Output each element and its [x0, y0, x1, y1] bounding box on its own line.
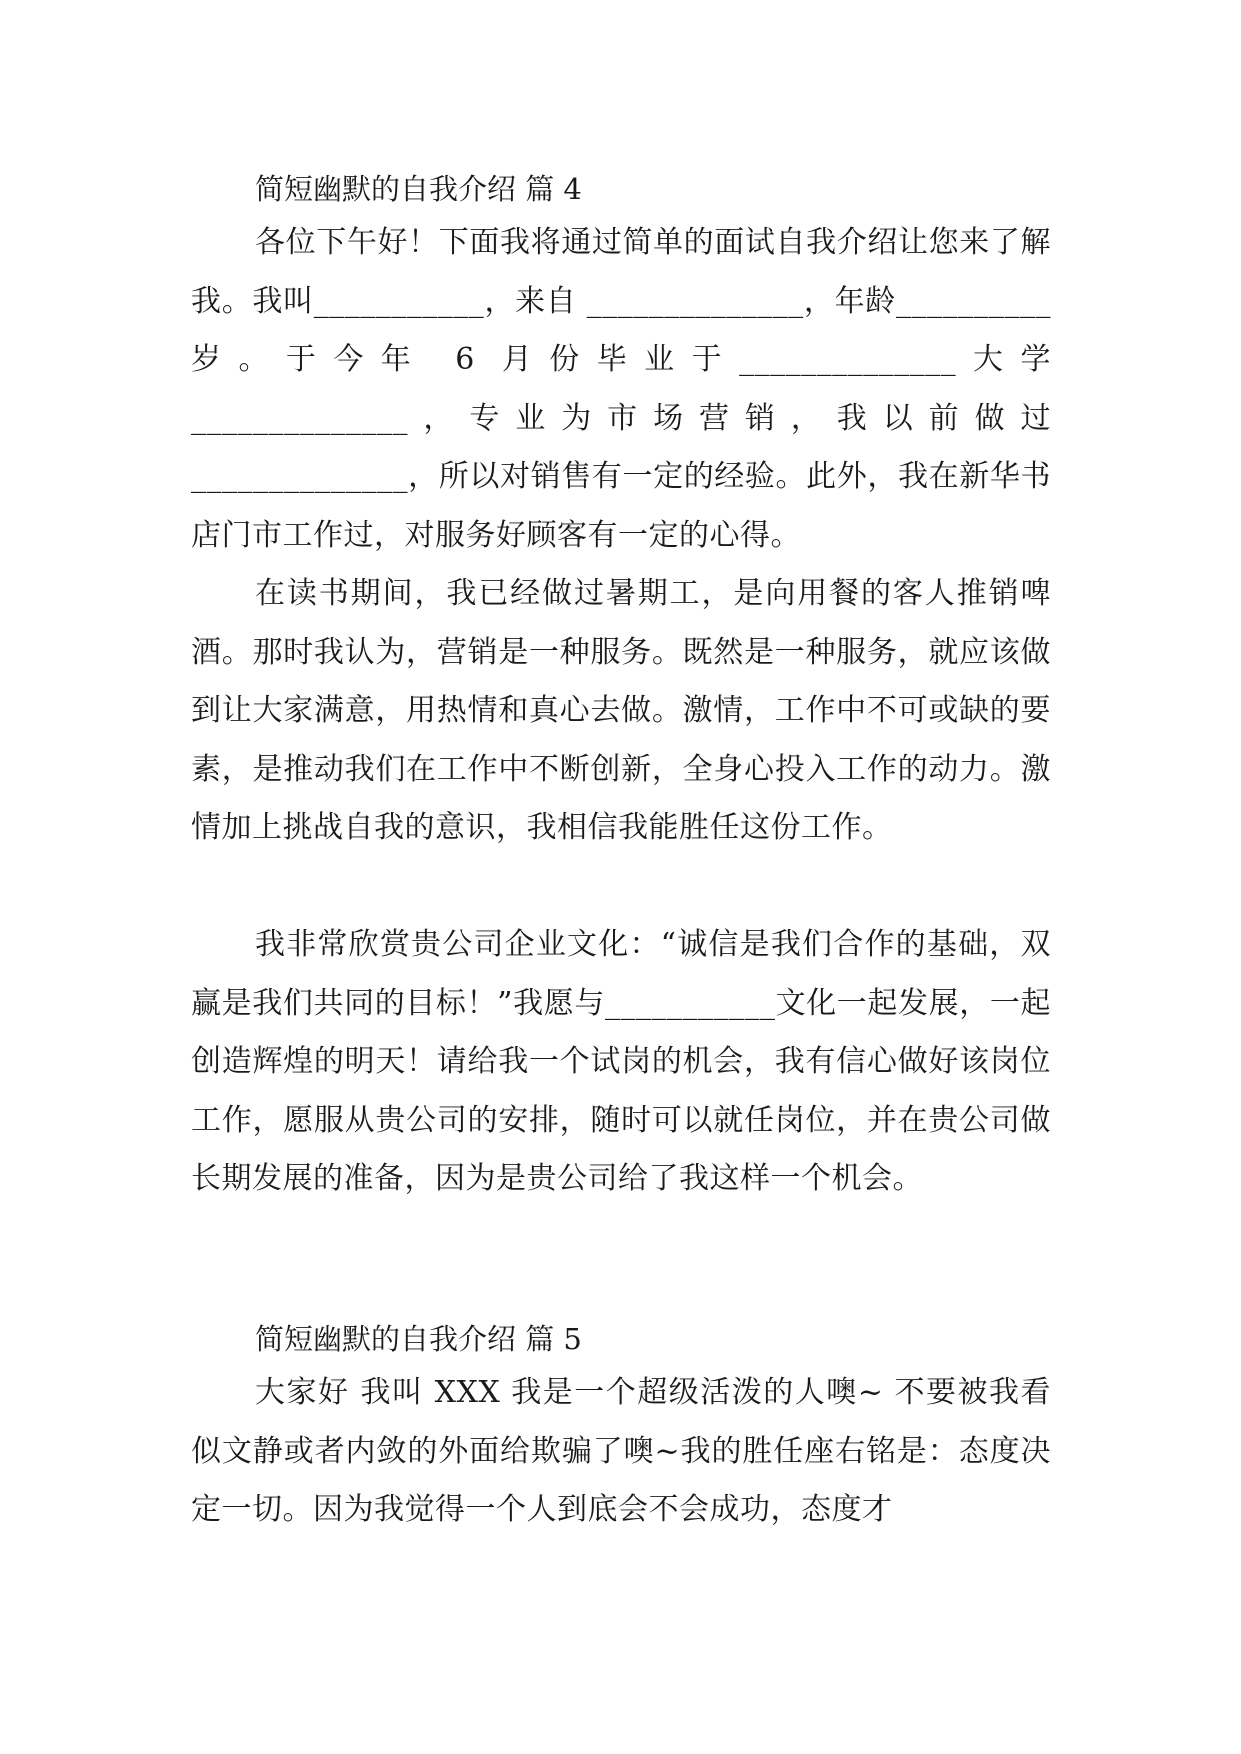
- paragraph: 大家好 我叫 XXX 我是一个超级活泼的人噢~ 不要被我看似文静或者内敛的外面给欺骗了噢~我的胜任座右铭是：态度决定一切。因为我觉得一个人到底会不会成功，态度才: [191, 1375, 1051, 1527]
- paragraph: 我非常欣赏贵公司企业文化：“诚信是我们合作的基础，双赢是我们共同的目标！”我愿与___________文化一起发展，一起创造辉煌的明天！请给我一个试岗的机会，我有信心做好该岗位工作，愿服从贵公司的安排，随时可以就任岗位，并在贵公司做长期发展的准备，因为是贵公司给了我这样一个机会。: [191, 927, 1051, 1196]
- paragraph: 各位下午好！下面我将通过简单的面试自我介绍让您来了解我。我叫___________，来自 ______________，年龄__________岁。于今年 6 月份毕业于______________大学______________，专业为市场营销，我以前做过______________，所以对销售有一定的经验。此外，我在新华书店门市工作过，对服务好顾客有一定的心得。: [191, 225, 1051, 553]
- section-heading: 简短幽默的自我介绍 篇 5: [255, 1322, 582, 1356]
- paragraph: 在读书期间，我已经做过暑期工，是向用餐的客人推销啤酒。那时我认为，营销是一种服务。既然是一种服务，就应该做到让大家满意，用热情和真心去做。激情，工作中不可或缺的要素，是推动我们在工作中不断创新，全身心投入工作的动力。激情加上挑战自我的意识，我相信我能胜任这份工作。: [191, 576, 1051, 845]
- section-heading: 简短幽默的自我介绍 篇 4: [255, 172, 582, 206]
